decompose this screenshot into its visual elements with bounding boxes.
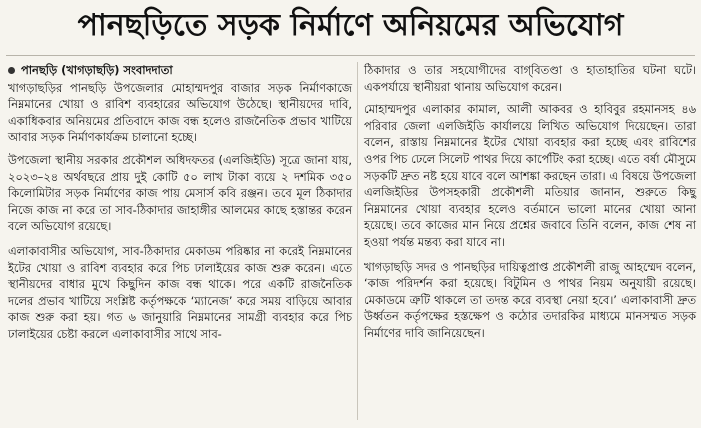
- paragraph: খাগড়াছড়ির পানছড়ি উপজেলার মোহাম্মদপুর বাজার সড়ক নির্মাণকাজে নিম্নমানের খোয়া ও রাবিশ ব্যবহারের অভিযোগ উঠেছে। স্থানীয়দের দাবি, একাধিকবার অনিয়মের প্রতিবাদে কাজ বন্ধ হলেও রাজনৈতিক প্রভাব খাটিয়ে আবার সড়ক নির্মাণকার্যক্রম চালানো হচ্ছে।: [8, 80, 352, 145]
- right-column: [364, 62, 696, 350]
- column-divider: [357, 62, 358, 420]
- bullet-icon: [8, 67, 15, 74]
- byline-text: পানছড়ি (খাগড়াছড়ি) সংবাদদাতা: [21, 63, 173, 77]
- byline: [8, 62, 352, 79]
- headline: পানছড়িতে সড়ক নির্মাণে অনিয়মের অভিযোগ: [77, 7, 624, 43]
- headline-rule: [6, 55, 695, 56]
- paragraph: মোহাম্মদপুর এলাকার কামাল, আলী আকবর ও হাবিবুর রহমানসহ ৪৬ পরিবার জেলা এলজিইডি কার্যালয়ে লিখিত অভিযোগ দিয়েছেন। তারা বলেন, রাস্তায় নিম্নমানের ইটের খোয়া ব্যবহার করা হচ্ছে এবং রাবিশের ওপর পিচ ঢেলে সিলেট পাথর দিয়ে কার্পেটিং করা হচ্ছে। এতে বর্ষা মৌসুমে সড়কটি দ্রুত নষ্ট হয়ে যাবে বলে আশঙ্কা করছেন তারা। এ বিষয়ে উপজেলা এলজিইডির উপসহকারী প্রকৌশলী মতিয়ার জানান, শুরুতে কিছু নিম্নমানের খোয়া ব্যবহার হলেও বর্তমানে ভালো মানের খোয়া আনা হয়েছে। তবে কাজের মান নিয়ে প্রশ্নের জবাবে তিনি বলেন, কাজ শেষ না হওয়া পর্যন্ত মন্তব্য করা যাবে না।: [364, 102, 696, 249]
- paragraph: খাগড়াছড়ি সদর ও পানছড়ির দায়িত্বপ্রাপ্ত প্রকৌশলী রাজু আহম্মেদ বলেন, ‘কাজ পরিদর্শন করা হয়েছে। বিটুমিন ও পাথর নিয়ম অনুযায়ী রয়েছে। মেকাডমে ত্রুটি থাকলে তা তদন্ত করে ব্যবস্থা নেয়া হবে।’ এলাকাবাসী দ্রুত উর্ধ্বতন কর্তৃপক্ষের হস্তক্ষেপ ও কঠোর তদারকির মাধ্যমে মানসম্মত সড়ক নির্মাণের দাবি জানিয়েছেন।: [364, 259, 696, 340]
- paragraph: উপজেলা স্থানীয় সরকার প্রকৌশল অধিদফতর (এলজিইডি) সূত্রে জানা যায়, ২০২৩–২৪ অর্থবছরে প্রায় দুই কোটি ৫০ লাখ টাকা ব্যয়ে ২ দশমিক ৩৫০ কিলোমিটার সড়ক নির্মাণের কাজ পায় মেসার্স কবি রঞ্জন। তবে মূল ঠিকাদার নিজে কাজ না করে তা সাব-ঠিকাদার জাহাঙ্গীর আলমের কাছে হস্তান্তর করেন বলে অভিযোগ রয়েছে।: [8, 152, 352, 234]
- paragraph: ঠিকাদার ও তার সহযোগীদের বাগ্‌বিতণ্ডা ও হাতাহাতির ঘটনা ঘটে। একপর্যায়ে স্থানীয়রা থানায় অভিযোগ করেন।: [364, 63, 696, 94]
- left-column: [8, 62, 352, 351]
- paragraph: এলাকাবাসীর অভিযোগ, সাব-ঠিকাদার মেকাডম পরিষ্কার না করেই নিম্নমানের ইটের খোয়া ও রাবিশ ব্যবহার করে পিচ ঢালাইয়ের কাজ শুরু করেন। এতে স্থানীয়দের বাধার মুখে কিছুদিন কাজ বন্ধ থাকে। পরে একটি রাজনৈতিক দলের প্রভাব খাটিয়ে সংশ্লিষ্ট কর্তৃপক্ষকে ‘ম্যানেজ’ করে সময় বাড়িয়ে আবার কাজ শুরু করা হয়। গত ৬ জানুয়ারি নিম্নমানের সামগ্রী ব্যবহার করে পিচ ঢালাইয়ের চেষ্টা করলে এলাকাবাসীর সাথে সাব-: [8, 243, 352, 341]
